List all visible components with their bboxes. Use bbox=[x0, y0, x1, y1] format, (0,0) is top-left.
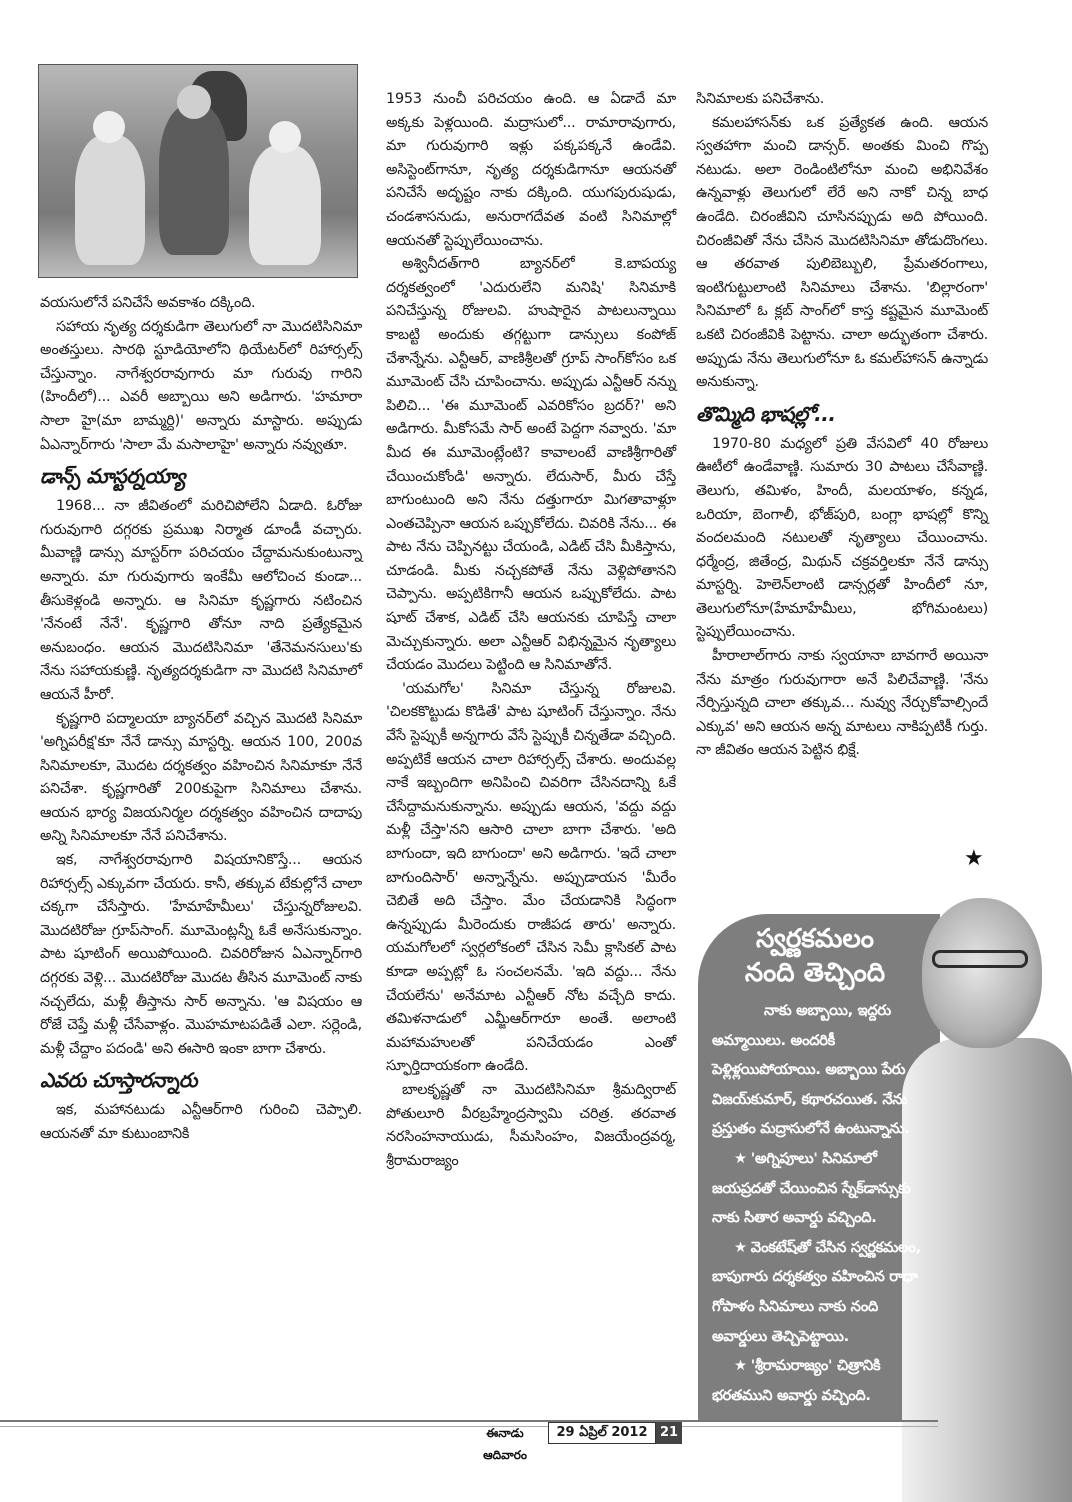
sidebar-title bbox=[700, 922, 930, 990]
sidebar-body bbox=[712, 996, 934, 1410]
footer-date: 29 ఏప్రిల్ 2012 bbox=[548, 1422, 656, 1444]
section-heading: డాన్స్ మాస్టర్నయ్యా bbox=[40, 464, 186, 489]
end-star-icon: ★ bbox=[964, 846, 984, 871]
paragraph: వయసులోనే పనిచేసే అవకాశం దక్కింది. bbox=[40, 295, 256, 311]
article-column-2 bbox=[386, 88, 676, 1173]
paragraph: 1953 నుంచీ పరిచయం ఉంది. ఆ ఏడాదే మా అక్కకు పెళ్లయింది. మద్రాసులో... రామారావుగారు, మా గురువుగారి ఇళ్లు పక్కపక్కనే ఉండేవి. అసిస్టెంట్‌గానూ, నృత్య దర్శకుడిగానూ ఆయనతో పనిచేసే అదృష్టం నాకు దక్కింది. యుగపురుషుడు, చండశాసనుడు, అనురాగదేవత వంటి సినిమాల్లో ఆయనతో స్టెప్పులేయించాను. bbox=[386, 91, 676, 249]
paragraph: బాలకృష్ణతో నా మొదటిసినిమా శ్రీమద్విరాట్ పోతులూరి వీరబ్రహ్మేంద్రస్వామి చరిత్ర. తరవాత నరసింహనాయుడు, సీమసింహం, విజయేంద్రవర్మ, శ్రీరామరాజ్యం bbox=[386, 1081, 676, 1169]
sidebar-item-text: 'శ్రీరామరాజ్యం' చిత్రానికి భరతముని అవార్డు వచ్చింది. bbox=[712, 1357, 881, 1404]
sidebar-title-line: స్వర్ణకమలం bbox=[756, 924, 874, 954]
paragraph: హీరాలాల్‌గారు నాకు స్వయానా బావగారే అయినా నేను మాత్రం గురువుగారా అనే పిలిచేవాణ్ణి. 'నేను నేర్పిస్తున్నది చాలా తక్కువ... నువ్వు నేర్చుకోవాల్సిందే ఎక్కువ' అని ఆయన అన్న మాటలు నాకిప్పటికీ గుర్తు. నా జీవితం ఆయన పెట్టిన భిక్షే. bbox=[696, 648, 988, 759]
section-heading: ఎవరు చూస్తారన్నారు bbox=[40, 1068, 197, 1093]
footer-magazine-name: ఈనాడు ఆదివారం bbox=[483, 1426, 527, 1462]
star-bullet-icon: ★ bbox=[734, 1149, 747, 1167]
section-heading: తొమ్మిది భాషల్లో... bbox=[696, 401, 836, 426]
sidebar-item bbox=[712, 1144, 934, 1233]
photo-figure bbox=[93, 111, 125, 143]
article-column-1 bbox=[40, 292, 362, 1147]
paragraph: అశ్వినీదత్‌గారి బ్యానర్‌లో కె.బాపయ్య దర్శకత్వంలో 'ఎదురులేని మనిషి' సినిమాకి పనిచేస్తున్న రోజులవి. హుషారైన పాటలున్నాయి కాబట్టి అందుకు తగ్గట్టుగా డాన్సులు కంపోజ్ చేశాన్నేను. ఎన్టీఆర్, వాణిశ్రీలతో గ్రూప్ సాంగ్‌కోసం ఒక మూమెంట్ చేసి చూపించాను. అప్పుడు ఎన్టీఆర్ నన్ను పిలిచి... 'ఈ మూమెంట్ ఎవరికోసం బ్రదర్?' అని అడిగారు. మీకోసమే సార్ అంటే పెద్దగా నవ్వారు. 'మా మీద ఈ మూమెంట్లేంటి? కావాలంటే వాణిశ్రీగారితో చేయించుకోండి' అన్నారు. లేదుసార్, మీరు చేస్తే బాగుంటుంది అని నేను దత్తుగారూ మిగతావాళ్లూ ఎంతచెప్పినా ఆయన ఒప్పుకోలేదు. చివరికి నేను... ఈ పాట నేను చెప్పినట్టు చేయండి, ఎడిట్ చేసి మీకిస్తాను, చూడండి. మీకు నచ్చకపోతే నేను వెళ్లిపోతానని చెప్పాను. అప్పటికిగానీ ఆయన ఒప్పుకోలేదు. పాట షూట్ చేశాక, ఎడిట్ చేసి ఆయనకు చూపిస్తే చాలా మెచ్చుకున్నారు. అలా ఎన్టీఆర్ విభిన్నమైన నృత్యాలు చేయడం మొదలు పెట్టింది ఆ సినిమాతోనే. bbox=[386, 256, 676, 674]
sidebar-paragraph: నాకు అబ్బాయి, ఇద్దరు అమ్మాయిలు. అందరికీ పెళ్లిళ్లయిపోయాయి. అబ్బాయి పేరు విజయ్‌కుమార్, కథారచయిత. నేను ప్రస్తుతం మద్రాసులోనే ఉంటున్నాను. bbox=[712, 1002, 910, 1138]
portrait-glasses bbox=[932, 950, 1028, 968]
paragraph: కమలహాసన్‌కు ఒక ప్రత్యేకత ఉంది. ఆయన స్వతహాగా మంచి డాన్సర్. అంతకు మించి గొప్ప నటుడు. అలా రెండింటిలోనూ మంచి అభినివేశం ఉన్నవాళ్లు తెలుగులో లేరే అని నాకో చిన్న బాధ ఉండేది. చిరంజీవిని చూసినప్పుడు అది పోయింది. చిరంజీవితో నేను చేసిన మొదటిసినిమా తోడుదొంగలు. ఆ తరవాత పులిబెబ్బులి, ప్రేమతరంగాలు, ఇంటిగుట్టులాంటి సినిమాలు చేశాను. 'బిల్లారంగా' సినిమాలో ఓ క్లబ్ సాంగ్‌లో కాస్త కష్టమైన మూమెంట్ ఒకటి చిరంజీవికి పెట్టాను. చాలా అద్భుతంగా చేశారు. అప్పుడు నేను తెలుగులోనూ ఓ కమల్‌హాసన్ ఉన్నాడు అనుకున్నా. bbox=[696, 114, 988, 391]
photo-figure bbox=[269, 121, 301, 153]
photo-figure bbox=[249, 145, 321, 265]
paragraph: 1968... నా జీవితంలో మరిచిపోలేని ఏడాది. ఓరోజు గురువుగారి దగ్గరకు ప్రముఖ నిర్మాత డూండీ వచ్చారు. మీవాణ్ణి డాన్సు మాస్టర్‌గా పరిచయం చేద్దామనుకుంటున్నా అన్నారు. మా గురువుగారు ఇంకేమీ ఆలోచించ కుండా... తీసుకెళ్లండి అన్నారు. ఆ సినిమా కృష్ణగారు నటించిన 'నేనంటే నేనే'. కృష్ణగారి తోనూ నాది ప్రత్యేకమైన అనుబంధం. ఆయన మొదటిసినిమా 'తేనెమనసులు'కు నేను సహాయకుణ్ణి. నృత్యదర్శకుడిగా నా మొదటి సినిమాలో ఆయనే హీరో. bbox=[40, 498, 362, 703]
sidebar-item-text: 'అగ్నిపూలు' సినిమాలో జయప్రదతో చేయించిన స్నేక్‌డాన్సుకు నాకు సితార అవార్డు వచ్చింది. bbox=[712, 1149, 911, 1227]
paragraph: ఇక, మహానటుడు ఎన్టీఆర్‌గారి గురించి చెప్పాలి. ఆయనతో మా కుటుంబానికి bbox=[40, 1102, 362, 1142]
paragraph: కృష్ణగారి పద్మాలయా బ్యానర్‌లో వచ్చిన మొదటి సినిమా 'అగ్నిపరీక్ష'కూ నేనే డాన్సు మాస్టర్ని. ఆయన 100, 200వ సినిమాలకూ, మొదట దర్శకత్వం వహించిన సినిమాకూ నేనే పనిచేశా. కృష్ణగారితో 200కుపైగా సినిమాలు చేశాను. ఆయన భార్య విజయనిర్మల దర్శకత్వం వహించిన దాదాపు అన్ని సినిమాలకూ నేనే పనిచేశాను. bbox=[40, 710, 362, 845]
film-still-photo bbox=[38, 64, 358, 278]
star-bullet-icon: ★ bbox=[734, 1357, 747, 1375]
sidebar-item-text: వెంకటేష్‌తో చేసిన స్వర్ణకమలం, బాపుగారు దర్శకత్వం వహించిన రాధా గోపాళం సినిమాలు నాకు నంది అవార్డులు తెచ్చిపెట్టాయి. bbox=[712, 1238, 921, 1345]
sidebar-item bbox=[712, 1233, 934, 1351]
page-number: 21 bbox=[656, 1422, 682, 1444]
paragraph: 1970-80 మధ్యలో ప్రతి వేసవిలో 40 రోజులు ఊటీలో ఉండేవాణ్ణి. సుమారు 30 పాటలు చేసేవాణ్ణి. తెలుగు, తమిళం, హిందీ, మలయాళం, కన్నడ, ఒరియా, బెంగాలీ, భోజ్‌పురి, బంగ్లా భాషల్లో కొన్ని వందలమంది నటులతో నృత్యాలు చేయించాను. ధర్మేంద్ర, జితేంద్ర, మిథున్ చక్రవర్తిలకూ నేనే డాన్సు మాస్టర్ని. హెలెన్‌లాంటి డాన్సర్లతో హిందీలో నూ, తెలుగులోనూ(హేమాహేమీలు, భోగిమంటలు) స్టెప్పులేయించాను. bbox=[696, 435, 988, 641]
photo-figure bbox=[75, 135, 145, 265]
sidebar-title-line: నంది తెచ్చింది bbox=[744, 958, 886, 988]
paragraph: సహాయ నృత్య దర్శకుడిగా తెలుగులో నా మొదటిసినిమా అంతస్తులు. సారథి స్టూడియోలోని థియేటర్‌లో రిహార్సల్స్ చేస్తున్నాం. నాగేశ్వరరావుగారు మా గురువు గారిని (హిందీలో)... ఎవరీ అబ్బాయి అని అడిగారు. 'హమారా సాలా హై(మా బామ్మర్ది)' అన్నారు మాస్టారు. అప్పుడు ఏఎన్నార్‌గారు 'సాలా మే మసాలాహై' అన్నారు నవ్వుతూ. bbox=[40, 318, 362, 453]
sidebar-item bbox=[712, 1351, 934, 1410]
paragraph: ఇక, నాగేశ్వరరావుగారి విషయానికొస్తే... ఆయన రిహార్సల్స్ ఎక్కువగా చేయరు. కానీ, తక్కువ టేకుల్లోనే చాలా చక్కగా చేసేస్తారు. 'హేమాహేమీలు' చేస్తున్నరోజులవి. మొదటిరోజు గ్రూప్‌సాంగ్. మూమెంట్లన్నీ ఓకే అనేసుకున్నాం. పాట షూటింగ్ అయిపోయింది. చివరిరోజున ఏఎన్నార్‌గారి దగ్గరకు వెళ్లి... మొదటిరోజు మొదట తీసిన మూమెంట్ నాకు నచ్చలేదు, మళ్లీ తీస్తాను సార్ అన్నాను. 'ఆ విషయం ఆ రోజే చెప్తే మళ్లీ చేసేవాళ్లం. మొహమాటపడితే ఎలా. సర్లెండి, మళ్లీ చేద్దాం పదండి' అని ఈసారి ఇంకా బాగా చేశారు. bbox=[40, 852, 362, 1057]
paragraph: 'యమగోల' సినిమా చేస్తున్న రోజులవి. 'చిలకకొట్టుడు కొడితే' పాట షూటింగ్ చేస్తున్నాం. నేను వేసే స్టెప్పుకీ అన్నగారు వేసే స్టెప్పుకీ చిన్నతేడా వచ్చింది. అప్పటికే ఆయన చాలా రిహార్సల్స్ చేశారు. అందువల్ల నాకే ఇబ్బందిగా అనిపించి చివరిగా చేసినదాన్ని ఓకే చేసేద్దామనుకున్నాను. అప్పుడు ఆయన, 'వద్దు వద్దు మళ్లీ చేస్తా'నని ఆసారి చాలా బాగా చేశారు. 'అది బాగుందా, ఇది బాగుందా' అని అడిగారు. 'ఇదే చాలా బాగుందిసార్' అన్నాన్నేను. అప్పుడాయన 'మీరేం చెబితే అది చేస్తాం. మేం చేయడానికి సిద్ధంగా ఉన్నప్పుడు మీరెందుకు రాజీపడ తారు' అన్నారు. యమగోలలో స్వర్గలోకంలో చేసిన సెమీ క్లాసికల్ పాట కూడా అప్పట్లో ఓ సంచలనమే. 'ఇది వద్దు... నేను చేయలేను' అనేమాట ఎన్టీఆర్ నోట వచ్చేది కాదు. తమిళనాడులో ఎమ్జీఆర్‌గారూ అంతే. అలాంటి మహామహులతో పనిచేయడం ఎంతో స్ఫూర్తిదాయకంగా ఉండేది. bbox=[386, 680, 676, 1075]
article-column-3 bbox=[696, 88, 988, 763]
portrait-head bbox=[922, 898, 1042, 1048]
paragraph: సినిమాలకు పనిచేశాను. bbox=[696, 91, 825, 107]
star-bullet-icon: ★ bbox=[734, 1238, 747, 1256]
photo-figure bbox=[159, 105, 229, 255]
photo-figure bbox=[177, 85, 211, 119]
